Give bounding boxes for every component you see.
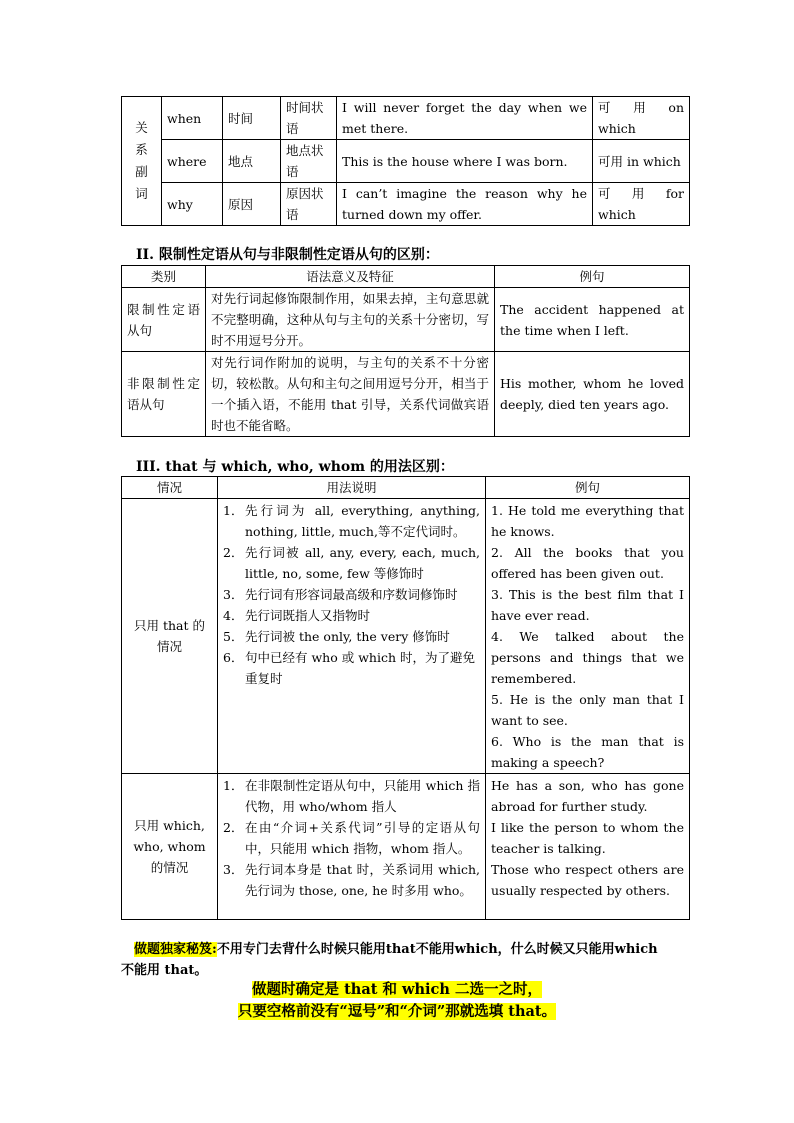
header-desc: 语法意义及特征: [206, 266, 495, 288]
header-case: 情况: [122, 477, 218, 499]
example-line: 4. We talked about the persons and things that we remembered.: [491, 629, 684, 686]
note-cell: 可 用 on which: [593, 97, 690, 140]
note-cell: 可用 in which: [593, 140, 690, 183]
word-cell: when: [162, 97, 223, 140]
section-2-title: II. 限制性定语从句与非限制性定语从句的区别：: [136, 247, 439, 263]
rule-item: 6． 句中已经有 who 或 which 时，为了避免重复时: [223, 650, 475, 686]
example-cell: This is the house where I was born.: [337, 140, 593, 183]
section-3-title: III. that 与 which, who, whom 的用法区别：: [136, 459, 454, 475]
tip-line-1: [134, 938, 658, 957]
relative-adverb-table: [121, 96, 690, 226]
example-line: 5. He is the only man that I want to see.: [491, 692, 684, 728]
header-type: 类别: [122, 266, 206, 288]
rules-cell: [218, 499, 486, 774]
example-cell: His mother, whom he loved deeply, died ten years ago.: [495, 352, 690, 437]
word-cell: where: [162, 140, 223, 183]
function-cell: 时间状语: [281, 97, 337, 140]
tip-line-2: 不能用 that。: [121, 963, 208, 978]
highlight-line-2: 只要空格前没有“逗号”和“介词”那就选填 that。: [237, 1003, 557, 1020]
example-line: 6. Who is the man that is making a speech?: [491, 734, 684, 770]
example-line: 1. He told me everything that he knows.: [491, 503, 684, 539]
desc-cell: 对先行词作附加的说明，与主句的关系不十分密切，较松散。从句和主句之间用逗号分开，相当于一个插入语，不能用 that 引导，关系代词做宾语时也不能省略。: [206, 352, 495, 437]
rule-item: 3． 先行词本身是 that 时，关系词用 which, 先行词为 those, one, he 时多用 who。: [223, 862, 480, 898]
desc-cell: 对先行词起修饰限制作用，如果去掉，主句意思就不完整明确，这种从句与主句的关系十分密切，写时不用逗号分开。: [206, 288, 495, 352]
examples-cell: [486, 774, 690, 920]
example-cell: I can’t imagine the reason why he turned down my offer.: [337, 183, 593, 226]
tip-label: 做题独家秘笈:: [134, 942, 217, 957]
rule-item: 2． 先行词被 all, any, every, each, much, little, no, some, few 等修饰时: [223, 545, 480, 581]
restrictive-clause-table: [121, 265, 690, 437]
tip-text: 不用专门去背什么时候只能用that不能用which，什么时候又只能用which: [216, 942, 658, 957]
group-label: 关系副词: [122, 97, 162, 226]
example-line: 2. All the books that you offered has been given out.: [491, 545, 684, 581]
example-line: Those who respect others are usually respected by others.: [491, 862, 684, 898]
case-cell: 只用 that 的情况: [122, 499, 218, 774]
rule-item: 3． 先行词有形容词最高级和序数词修饰时: [223, 587, 458, 602]
rules-cell: [218, 774, 486, 920]
header-usage: 用法说明: [218, 477, 486, 499]
word-cell: why: [162, 183, 223, 226]
rule-item: 4． 先行词既指人又指物时: [223, 608, 371, 623]
example-cell: I will never forget the day when we met there.: [337, 97, 593, 140]
meaning-cell: 原因: [223, 183, 281, 226]
type-cell: 非限制性定语从句: [122, 352, 206, 437]
example-line: He has a son, who has gone abroad for further study.: [491, 778, 684, 814]
meaning-cell: 时间: [223, 97, 281, 140]
type-cell: 限制性定语从句: [122, 288, 206, 352]
highlight-line-1: 做题时确定是 that 和 which 二选一之时，: [252, 981, 542, 998]
that-which-table: [121, 476, 690, 920]
rule-item: 1． 先行词为 all, everything, anything, nothing, little, much,等不定代词时。: [223, 503, 480, 539]
examples-cell: [486, 499, 690, 774]
meaning-cell: 地点: [223, 140, 281, 183]
example-line: 3. This is the best film that I have ever read.: [491, 587, 684, 623]
header-example: 例句: [495, 266, 690, 288]
example-cell: The accident happened at the time when I left.: [495, 288, 690, 352]
example-line: I like the person to whom the teacher is talking.: [491, 820, 684, 856]
rule-item: 5． 先行词被 the only, the very 修饰时: [223, 629, 450, 644]
header-example: 例句: [486, 477, 690, 499]
rule-item: 2． 在由“介词+关系代词”引导的定语从句中，只能用 which 指物，whom 指人。: [223, 820, 480, 856]
note-cell: 可 用 for which: [593, 183, 690, 226]
rule-item: 1． 在非限制性定语从句中，只能用 which 指代物，用 who/whom 指人: [223, 778, 480, 814]
function-cell: 原因状语: [281, 183, 337, 226]
function-cell: 地点状语: [281, 140, 337, 183]
case-cell: 只用 which, who, whom 的情况: [122, 774, 218, 920]
